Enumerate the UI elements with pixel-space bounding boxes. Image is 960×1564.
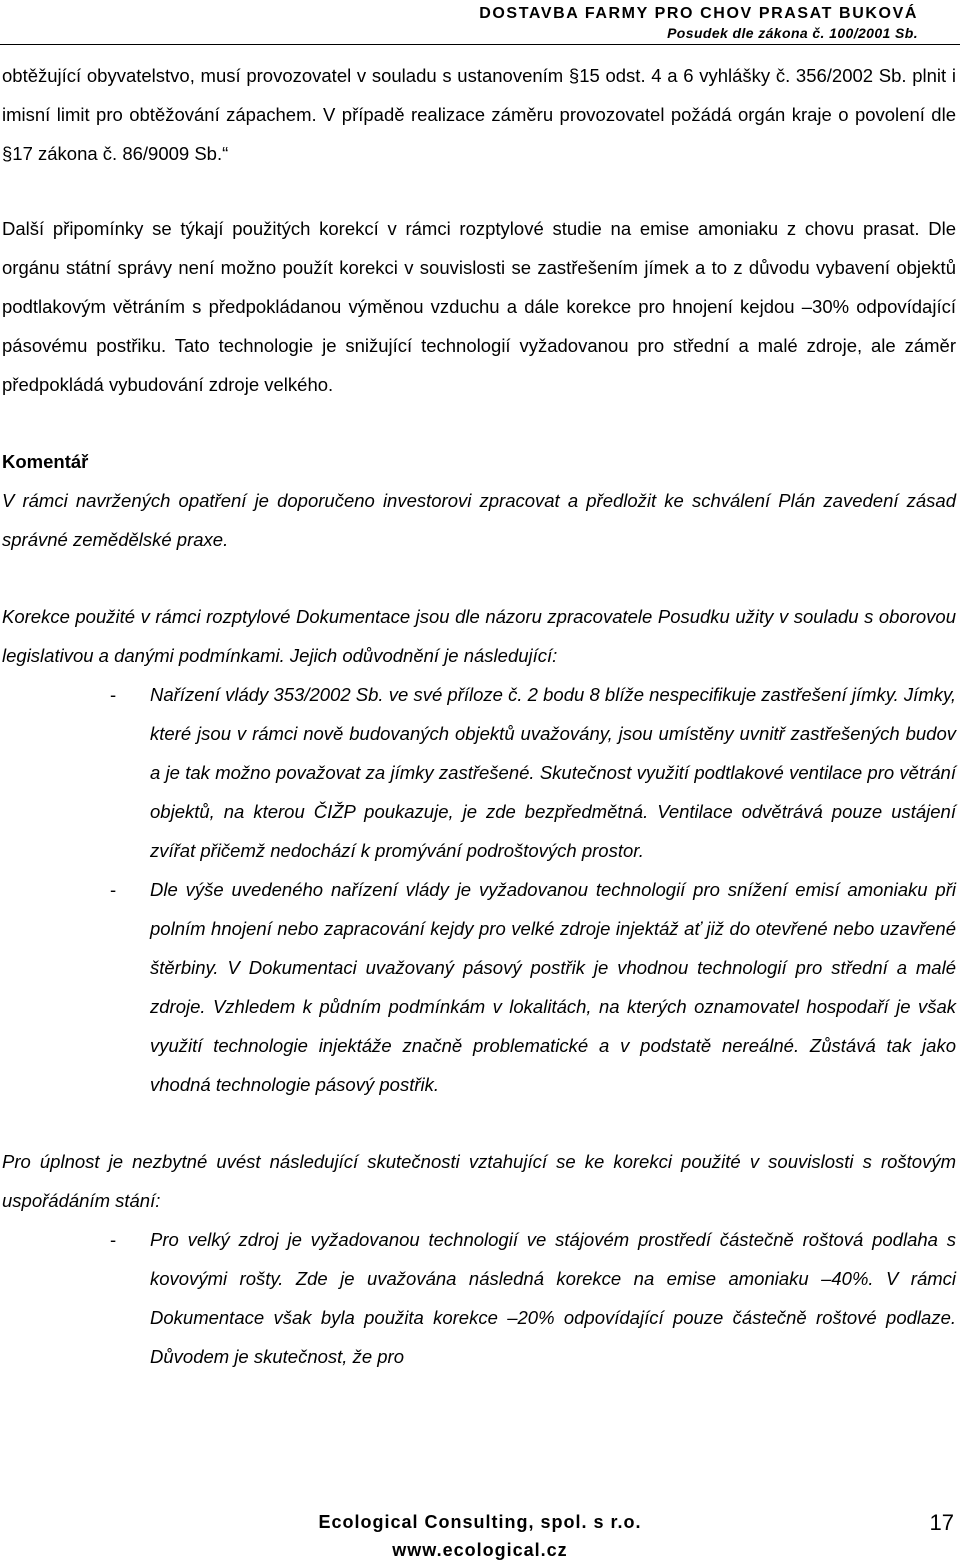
document-body (2, 56, 956, 1376)
page-header (479, 4, 918, 42)
paragraph-completeness: Pro úplnost je nezbytné uvést následující skutečnosti vztahující se ke korekci použité v souvislosti s roštovým uspořádáním stání: (2, 1151, 956, 1211)
document-title: DOSTAVBA FARMY PRO CHOV PRASAT BUKOVÁ (479, 5, 918, 22)
page-number: 17 (929, 1510, 954, 1535)
list-item: - Nařízení vlády 353/2002 Sb. ve své příloze č. 2 bodu 8 blíže nespecifikuje zastřešení jímky. Jímky, které jsou v rámci nově budovaných objektů uvažovány, jsou umístěny uvnitř zastřešených budov a je tak možno považovat za jímky zastřešené. Skutečnost využití podtlakové ventilace pro větrání objektů, na kterou ČIŽP poukazuje, je zde bezpředmětná. Ventilace odvětrává pouze ustájení zvířat přičemž nedochází k promývání podroštových prostor. (110, 684, 956, 861)
list-item: - Dle výše uvedeného nařízení vlády je vyžadovanou technologií pro snížení emisí amoniaku při polním hnojení nebo zapracování kejdy pro velké zdroje injektáž ať již do otevřené nebo uzavřené štěrbiny. V Dokumentaci uvažovaný pásový postřik je vhodnou technologií pro střední a malé zdroje. Vzhledem k půdním podmínkám v lokalitách, na kterých oznamovatel hospodaří je však využití technologie injektáže značně problematické a v podstatě nereálné. Zůstává tak jako vhodná technologie pásový postřik. (110, 879, 956, 1095)
comment-heading: Komentář (2, 451, 89, 472)
paragraph-corrections: Korekce použité v rámci rozptylové Dokumentace jsou dle názoru zpracovatele Posudku užity v souladu s oborovou legislativou a danými podmínkami. Jejich odůvodnění je následující: (2, 606, 956, 666)
footer-company: Ecological Consulting, spol. s r.o. (318, 1512, 642, 1532)
grate-list (2, 1220, 956, 1376)
justification-list (2, 675, 956, 1104)
document-subtitle: Posudek dle zákona č. 100/2001 Sb. (667, 25, 918, 41)
header-divider (0, 44, 960, 45)
paragraph-remarks: Další připomínky se týkají použitých korekcí v rámci rozptylové studie na emise amoniaku z chovu prasat. Dle orgánu státní správy není možno použít korekci v souvislosti se zastřešením jímek a to z důvodu vybavení objektů podtlakovým větráním s předpokládanou výměnou vzduchu a dále korekce pro hnojení kejdou –30% odpovídající pásovému postřiku. Tato technologie je snižující technologií vyžadovanou pro střední a malé zdroje, ale záměr předpokládá vybudování zdroje velkého. (2, 218, 956, 395)
page-footer (0, 1508, 960, 1564)
paragraph-continuation: obtěžující obyvatelstvo, musí provozovatel v souladu s ustanovením §15 odst. 4 a 6 vyhlášky č. 356/2002 Sb. plnit i imisní limit pro obtěžování zápachem. V případě realizace záměru provozovatel požádá orgán kraje o povolení dle §17 zákona č. 86/9009 Sb.“ (2, 65, 956, 164)
footer-web: www.ecological.cz (392, 1540, 568, 1560)
list-item: - Pro velký zdroj je vyžadovanou technologií ve stájovém prostředí částečně roštová podlaha s kovovými rošty. Zde je uvažována následná korekce na emise amoniaku –40%. V rámci Dokumentace však byla použita korekce –20% odpovídající pouze částečně roštové podlaze. Důvodem je skutečnost, že pro (110, 1229, 956, 1367)
comment-recommendation: V rámci navržených opatření je doporučeno investorovi zpracovat a předložit ke schválení Plán zavedení zásad správné zemědělské praxe. (2, 490, 956, 550)
